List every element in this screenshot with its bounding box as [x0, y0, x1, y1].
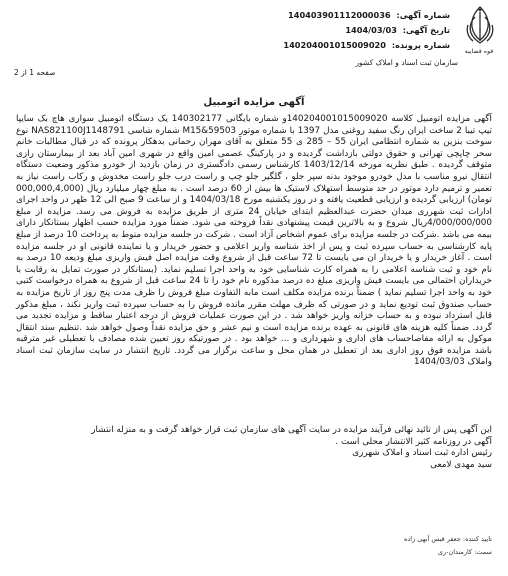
notice-date-label: تاریخ آگهی:: [402, 25, 450, 35]
notice-number-label: شماره آگهی:: [396, 10, 450, 20]
iran-emblem-icon: [460, 3, 500, 47]
notice-signoff: [16, 425, 492, 471]
publication-note-line-2: آگهی در روزنامه کثیر الانتشار محلی است .: [335, 436, 492, 447]
signer-name: سید مهدی لامعی: [430, 459, 492, 470]
approver-name: جعفر قیس آبهی زاده: [403, 535, 461, 543]
notice-date-row: [210, 23, 450, 38]
approval-footer: [292, 533, 492, 559]
organization-label: سازمان ثبت اسناد و املاک کشور: [355, 58, 458, 67]
notice-number-row: [210, 8, 450, 23]
publication-note-line-1: این آگهی پس از تائید نهائی فرآیند مزایده در سایت آگهی های سازمان ثبت قرار خواهد گرفت و به منزله انتشار: [91, 425, 492, 435]
file-number-label: شماره پرونده:: [391, 40, 450, 50]
notice-number: 140403901112000036: [288, 10, 391, 20]
approver-label: تایید کننده:: [462, 535, 492, 543]
notice-date: 1404/03/03: [345, 25, 397, 35]
judiciary-label: قوه قضاییه: [464, 48, 494, 55]
signer-title: رئیس اداره ثبت اسناد و املاک شهرری: [352, 448, 492, 459]
position-value: کارمندان-ری: [437, 548, 473, 556]
file-number-row: [210, 38, 450, 53]
position-row: [292, 546, 492, 559]
notice-body: [16, 114, 492, 369]
page-number: صفحه 1 از 2: [14, 68, 56, 77]
position-label: سمت:: [474, 548, 492, 556]
notice-meta: [210, 8, 450, 53]
approver-row: [292, 533, 492, 546]
notice-body-paragraph: آگهی مزایده اتومبیل کلاسه 140204001015009020و شماره بایگانی 140302177 یک دستگاه اتومبیل سواری هاچ بک سایپا تیپ تیبا 2 ساخت ایران رنگ سفید روغنی مدل 1397 با شماره موتور M15&59503 شماره شاسی NAS821100J1148791 نوع سوخت بنزین به شماره انتظامی ایران 55 – 285 ی 55 متعلق به آقای مهران رحمانی بدهکار پرونده که در قبال مطالبات خانم سحر چاپچی تهرانی و حقوق دولتی بازداشت گردیده و در پارکینگ عصمی امین واقع در شهری امین آباد بعد از بیمارستان رازی متوقف گردیده . طبق نظریه مورخه 1403/12/14 کارشناس رسمی دادگستری در زمان بازدید از خودرو مذکور وضعیت دستگاه انتقال نیرو مناسب با مدل خودرو موجود بدنه سپر جلو ، گلگیر جلو چپ و راست درب جلو راست مخدوش و رکاب راست نیاز به تعمیر و ترمیم دارد موتور در حد متوسط استهلاک لاستیک ها بیش از 60 درصد است . به مبلغ چهار میلیارد ریال (000,000,4,000 تومان) ارزیابی گردیده و ارزیابی قطعیت یافته و در روز یکشنبه مورخ 1404/03/18 و از ساعت 9 صبح الی 12 ظهر در واحد اجرای ادارات ثبت شهرری میدان حضرت عبدالعظیم ابتدای خیابان 24 متری از طریق مزایده به فروش می رسد. مزایده از مبلغ 4/000/000/000ریال شروع و به بالاترین قیمت پیشنهادی نقداً فروخته می شود. ضمناً مورد مزایده حسب اظهار بستانکار دارای بیمه می باشد .شرکت در جلسه مزایده برای عموم اشخاص آزاد است . شرکت در جلسه مزایده منوط به پرداخت 10 درصد از مبلغ پایه کارشناسی به حساب سپرده ثبت و پس از اخذ شناسه واریز اعلامی و حضور خریدار و یا نماینده قانونی او در جلسه مزایده است . آغاز خریدار و یا خریدار ان می بایست تا 72 ساعت قبل از شروع وقت مزایده اصل فیش واریزی مبلغ ودیعه 10 درصد به نام خود و ثبت شناسه اعلامی را به همراه کارت شناسایی خود به واحد اجرا تسلیم نماید. (بستانکار در صورت تمایل به رقابت با خریداران احتمالی می بایست فیش واریزی مبلغ ده درصد مذکوره نام خود را تا 24 ساعت قبل از شروع به همراه درخواست کتبی خود به واحد اجرا تسلیم نماید ) ضمناً برنده مزایده مکلف است مابه التفاوت مبلغ فروش را ظرف مدت پنج روز از تاریخ مزایده به حساب صندوق ثبت تودیع نماید و در صورتی که ظرف مهلت مقرر مانده فروش را به حساب سپرده ثبت واریز نکند ، مبلغ مذکور قابل استرداد نبوده و به حساب خزانه واریز خواهد شد . در این صورت عملیات فروش از درجه اعتبار ساقط و مزایده تجدید می گردد. ضمناً کلیه هزینه های قانونی به عهده برنده مزایده است و نیم عشر و حق مزایده نقداً وصول خواهد شد .تنظیم سند انتقال موکول به ارائه مفاصاحساب های اداری و شهرداری و ... خواهد بود . در صورتیکه روز تعیین شده مصادف با تعطیلی غیر مترقبه باشد مزایده فوق روز اداری بعد از تعطیل در همان محل و ساعت برگزار می گردد. تاریخ انتشار در سایت سازمان ثبت اسناد واملاک 1404/03/03: [16, 114, 493, 368]
file-number: 140204001015009020: [283, 40, 386, 50]
page-title: آگهی مزایده اتومبیل: [203, 97, 305, 108]
